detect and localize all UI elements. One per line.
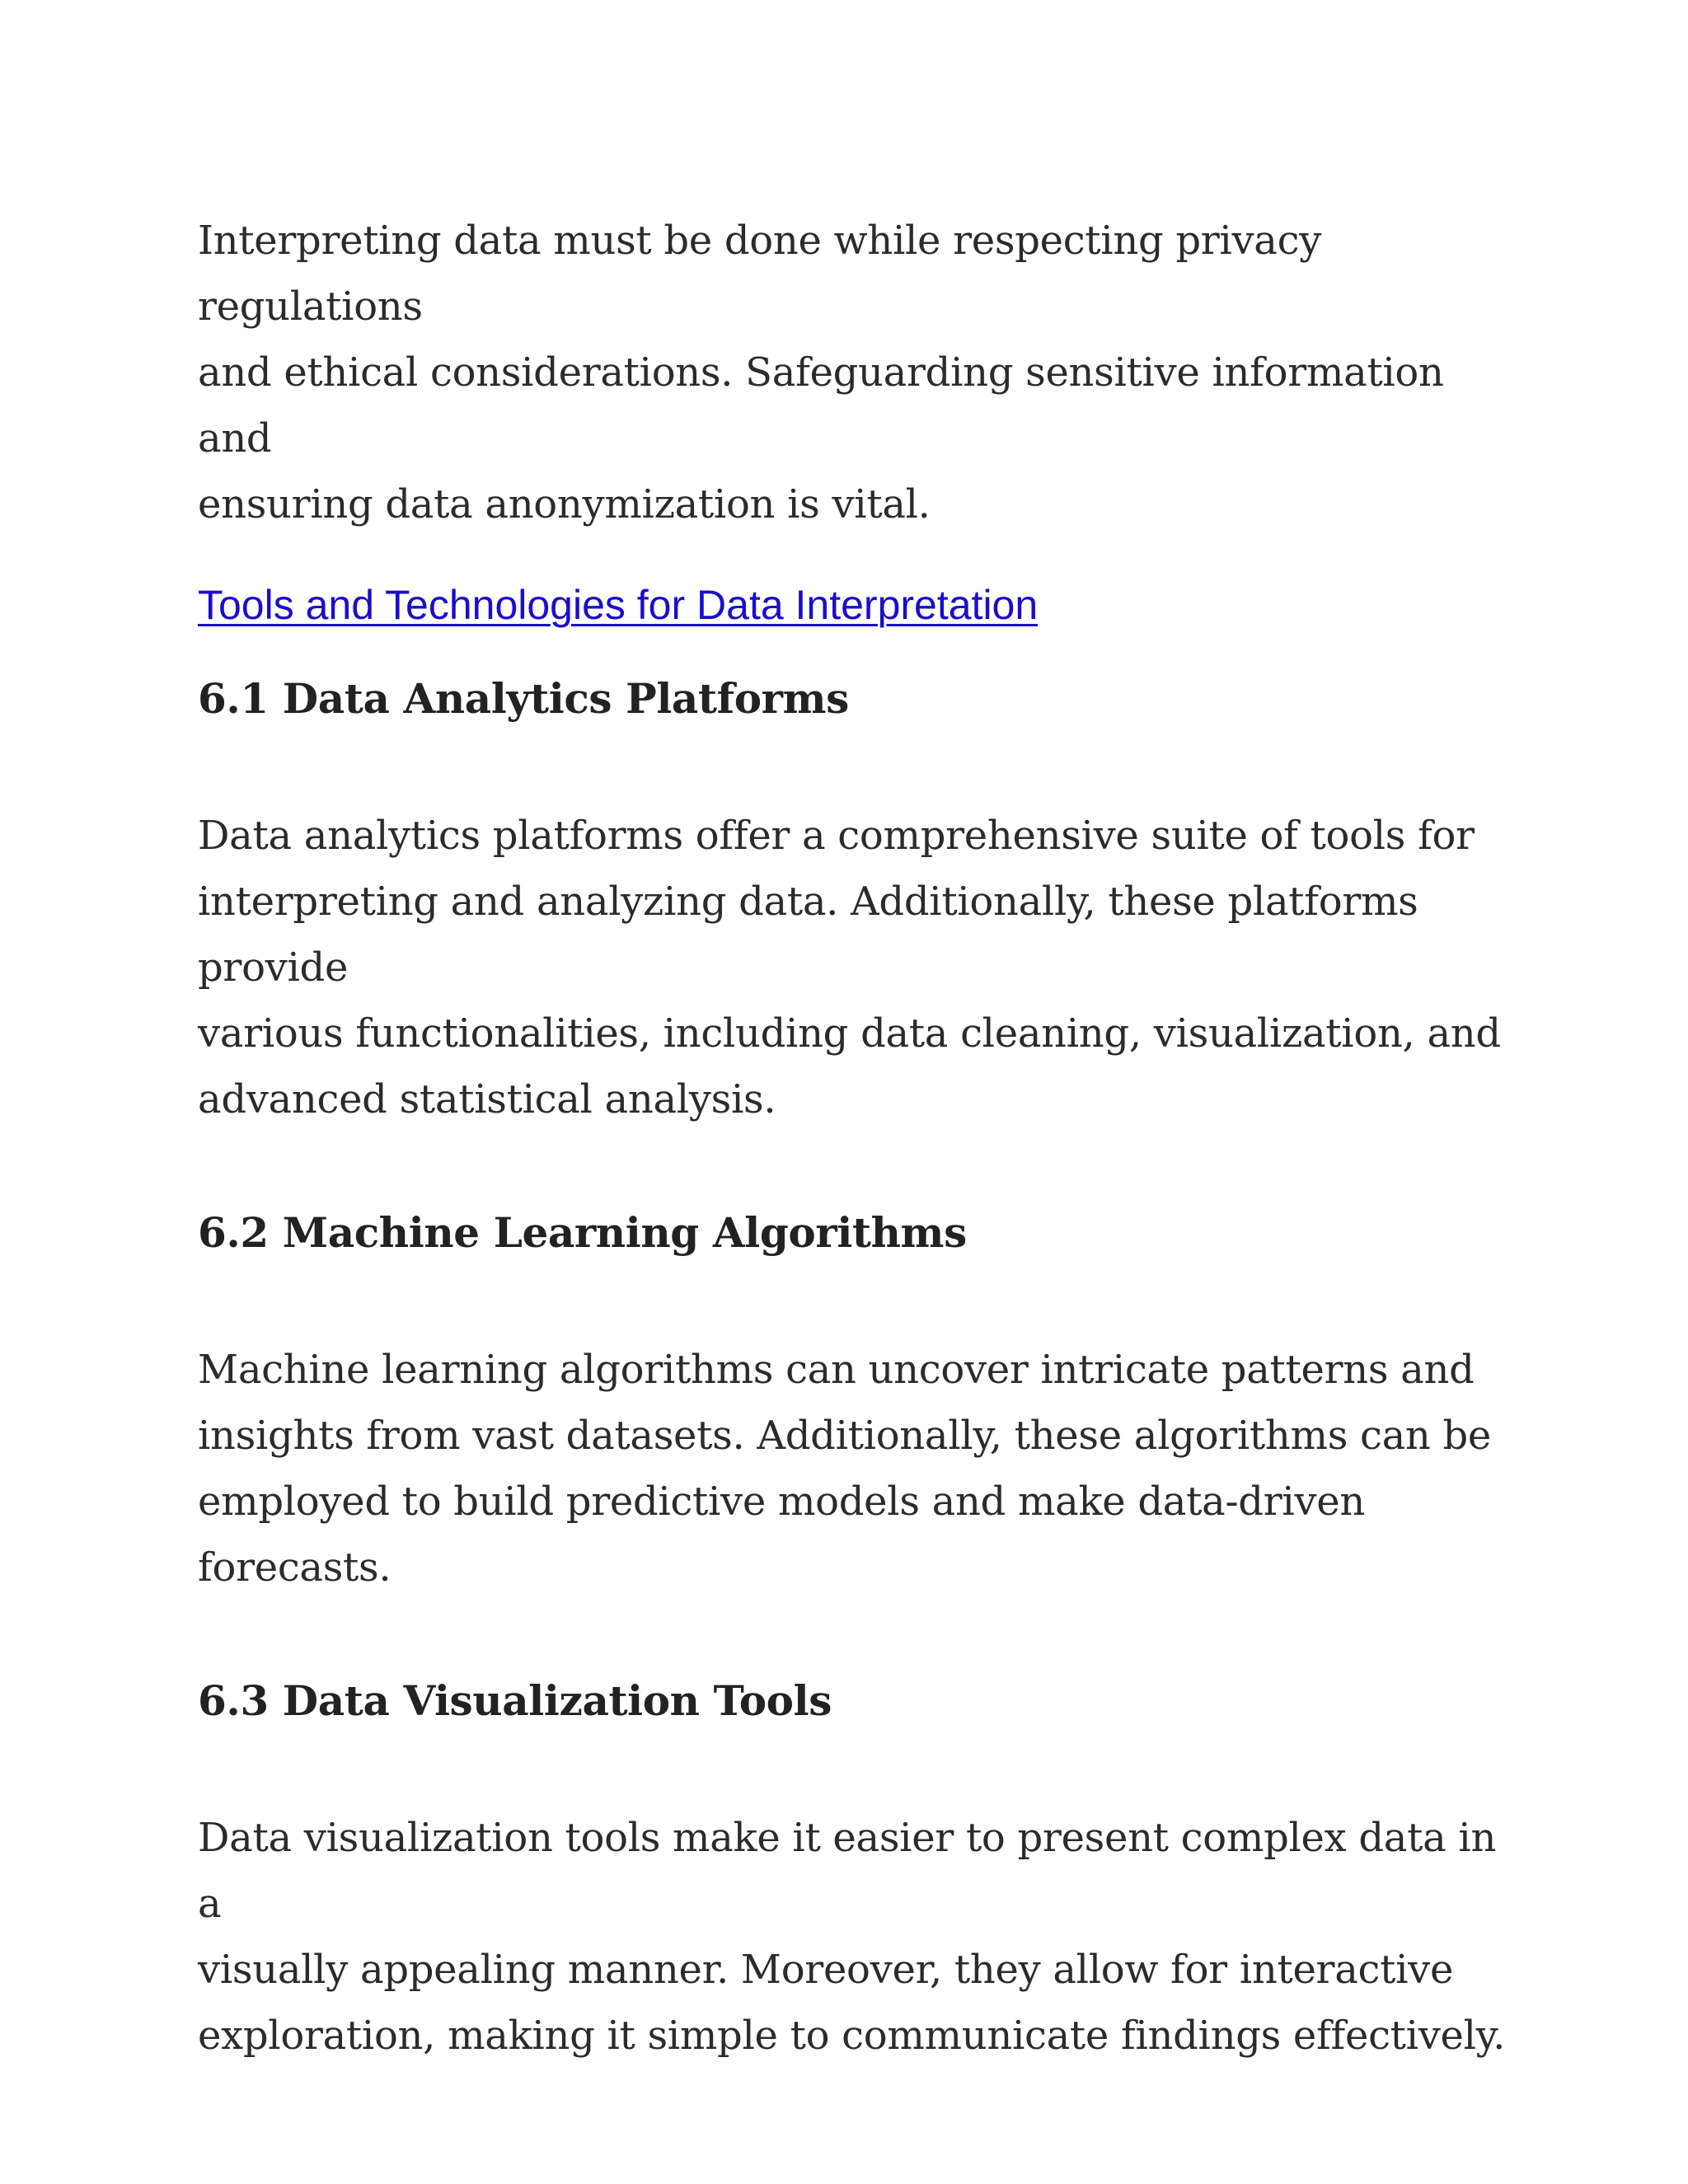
- paragraph-line: various functionalities, including data cleaning, visualization, and: [198, 1010, 1501, 1057]
- paragraph-line: employed to build predictive models and make data-driven forecasts.: [198, 1479, 1365, 1591]
- paragraph-line: insights from vast datasets. Additionally, these algorithms can be: [198, 1413, 1492, 1459]
- section-paragraph-6-1: [198, 803, 1517, 1132]
- section-paragraph-6-2: [198, 1337, 1517, 1601]
- section-heading-6-1: 6.1 Data Analytics Platforms: [198, 674, 849, 723]
- paragraph-line: interpreting and analyzing data. Additionally, these platforms provide: [198, 879, 1418, 991]
- intro-line: Interpreting data must be done while respecting privacy regulations: [198, 218, 1322, 330]
- paragraph-line: Machine learning algorithms can uncover intricate patterns and: [198, 1347, 1475, 1393]
- intro-line: ensuring data anonymization is vital.: [198, 481, 931, 527]
- section-link-container: [198, 575, 1517, 635]
- tools-technologies-link[interactable]: Tools and Technologies for Data Interpretation: [198, 582, 1039, 628]
- paragraph-line: Data analytics platforms offer a comprehensive suite of tools for: [198, 813, 1475, 859]
- section-heading-6-3: 6.3 Data Visualization Tools: [198, 1676, 832, 1725]
- section-paragraph-6-3: [198, 1805, 1517, 2069]
- document-content: [198, 208, 1517, 2069]
- section-heading-6-2: 6.2 Machine Learning Algorithms: [198, 1208, 967, 1257]
- paragraph-line: Data visualization tools make it easier to present complex data in a: [198, 1815, 1497, 1927]
- paragraph-line: advanced statistical analysis.: [198, 1076, 776, 1122]
- intro-line: and ethical considerations. Safeguarding sensitive information and: [198, 349, 1444, 462]
- paragraph-line: visually appealing manner. Moreover, they allow for interactive: [198, 1947, 1454, 1993]
- intro-paragraph: [198, 208, 1517, 537]
- paragraph-line: exploration, making it simple to communicate findings effectively.: [198, 2013, 1506, 2059]
